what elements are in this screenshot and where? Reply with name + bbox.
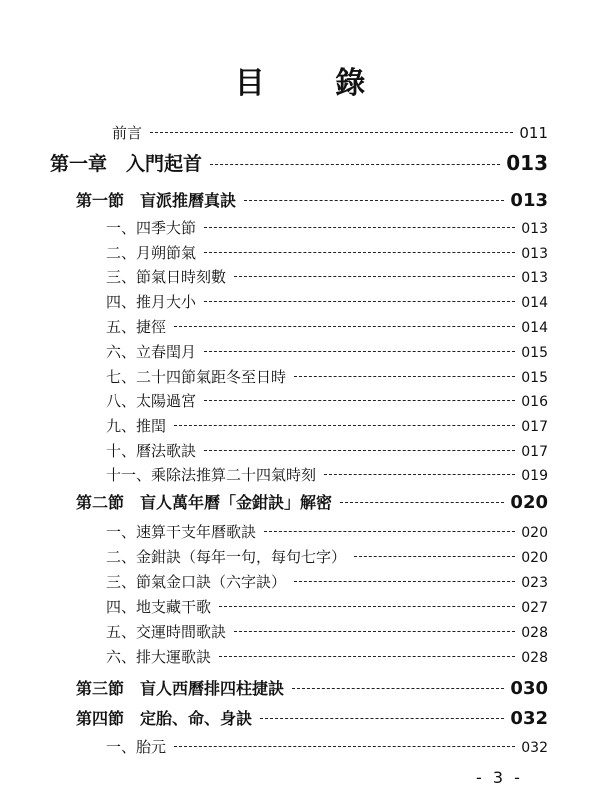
toc-entry[interactable] [106,242,548,263]
toc-entry-label: 六、立春閏月 [106,343,197,361]
toc-page-number: 028 [521,625,548,641]
toc-page-number: 013 [506,151,548,175]
toc-page-number: 013 [521,270,548,286]
dot-leader [174,326,515,327]
dot-leader [204,252,515,253]
dot-leader [204,400,515,401]
toc-page-number: 017 [521,444,548,460]
toc-entry-label: 八、太陽過宮 [106,392,197,410]
page-title: 目 錄 [234,66,396,101]
toc-page-number: 013 [510,190,548,211]
toc-entry-section-3[interactable] [76,676,548,699]
toc-page-number: 019 [521,468,548,484]
toc-page-number: 030 [510,678,548,699]
toc-page-number: 032 [510,708,548,729]
toc-entry-label: 四、地支藏干歌 [106,598,212,616]
toc-entry-section-2[interactable] [76,490,548,513]
toc-entry-label: 前言 [112,124,143,142]
dot-leader [204,450,515,451]
toc-entry-label: 一、胎元 [106,738,167,756]
toc-page-number: 023 [521,575,548,591]
toc-entry-label: 第四節 定胎、命、身訣 [76,709,253,728]
toc-entry[interactable] [106,341,548,362]
toc-entry[interactable] [106,266,548,287]
dot-leader [244,200,504,201]
toc-page-number: 014 [521,295,548,311]
toc-entry[interactable] [106,521,548,542]
toc-page-number: 020 [521,525,548,541]
toc-entry[interactable] [106,217,548,238]
toc-page-number: 015 [521,345,548,361]
dot-leader [294,376,515,377]
toc-entry-label: 二、金鉗訣（每年一句，每句七字） [106,548,347,566]
toc-entry-label: 二、月朔節氣 [106,244,197,262]
dot-leader [174,746,515,747]
toc-entry-label: 一、四季大節 [106,219,197,237]
toc-page-number: 027 [521,600,548,616]
dot-leader [294,581,515,582]
toc-entry-label: 三、節氣日時刻數 [106,268,227,286]
toc-page-number: 028 [521,650,548,666]
toc-entry-label: 七、二十四節氣距冬至日時 [106,368,287,386]
dot-leader [219,656,515,657]
toc-entry[interactable] [106,316,548,337]
dot-leader [234,631,515,632]
toc-page-number: 011 [519,124,548,142]
dot-leader [264,531,515,532]
toc-entry[interactable] [106,366,548,387]
dot-leader [204,351,515,352]
toc-entry-label: 第二節 盲人萬年曆「金鉗訣」解密 [76,493,333,512]
toc-entry[interactable] [106,390,548,411]
toc-page-number: 013 [521,246,548,262]
page-number-footer: - 3 - [476,768,523,787]
dot-leader [324,474,515,475]
dot-leader [204,301,515,302]
toc-entry-label: 十、曆法歌訣 [106,442,197,460]
toc-entry-label: 九、推閏 [106,417,167,435]
toc-page-number: 017 [521,419,548,435]
toc-entry[interactable] [106,464,548,485]
dot-leader [150,132,513,133]
dot-leader [219,606,515,607]
toc-entry-preface[interactable] [112,122,548,143]
toc-page-number: 016 [521,394,548,410]
dot-leader [340,502,504,503]
toc-entry-label: 十一、乘除法推算二十四氣時刻 [106,466,317,484]
toc-entry[interactable] [106,440,548,461]
dot-leader [174,425,515,426]
toc-page-number: 015 [521,370,548,386]
toc-entry-label: 一、速算干支年曆歌訣 [106,523,257,541]
toc-page-number: 020 [510,492,548,513]
toc-entry[interactable] [106,646,548,667]
toc-entry-label: 三、節氣金口訣（六字訣） [106,573,287,591]
toc-entry-label: 五、交運時間歌訣 [106,623,227,641]
dot-leader [210,164,500,165]
toc-entry-section-1[interactable] [76,188,548,211]
toc-entry-label: 第三節 盲人西曆排四柱捷訣 [76,679,285,698]
dot-leader [292,688,504,689]
toc-entry-label: 五、捷徑 [106,318,167,336]
toc-entry[interactable] [106,596,548,617]
toc-entry-label: 四、推月大小 [106,293,197,311]
toc-page-number: 020 [521,550,548,566]
toc-entry[interactable] [106,291,548,312]
dot-leader [234,276,515,277]
toc-page-number: 013 [521,221,548,237]
toc-page-number: 014 [521,320,548,336]
toc-entry[interactable] [106,736,548,757]
toc-entry-chapter-1[interactable] [50,149,548,176]
dot-leader [260,718,504,719]
toc-entry-label: 六、排大運歌訣 [106,648,212,666]
dot-leader [354,556,515,557]
toc-entry-section-4[interactable] [76,706,548,729]
toc-entry-label: 第一章 入門起首 [50,153,203,175]
toc-entry[interactable] [106,415,548,436]
toc-entry-label: 第一節 盲派推曆真訣 [76,191,237,210]
toc-entry[interactable] [106,571,548,592]
dot-leader [204,227,515,228]
toc-entry[interactable] [106,546,548,567]
toc-entry[interactable] [106,621,548,642]
toc-page-number: 032 [521,740,548,756]
